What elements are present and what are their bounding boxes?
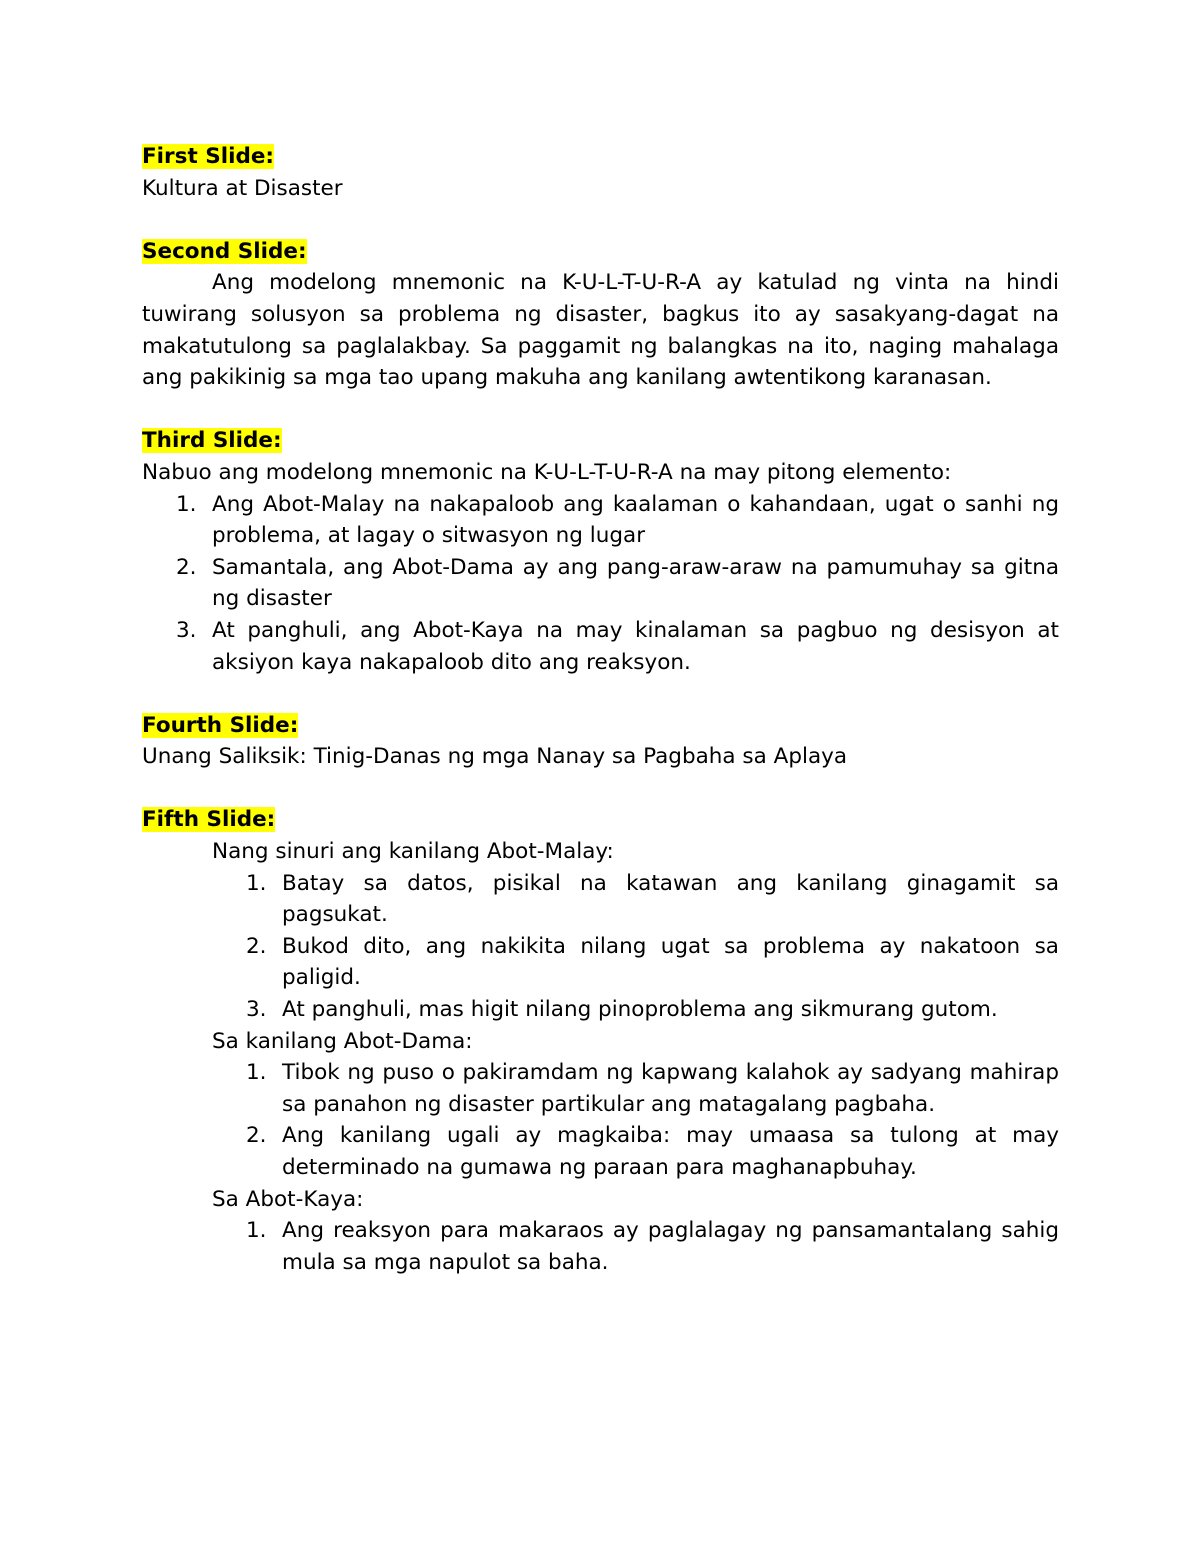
first-slide-section	[142, 141, 1059, 204]
list-item-number: 1.	[246, 1060, 267, 1086]
list-item	[212, 1215, 1059, 1278]
list-item	[142, 489, 1059, 552]
list-item-number: 2.	[246, 1123, 267, 1149]
fourth-slide-heading: Fourth Slide:	[142, 712, 299, 738]
list-item	[142, 552, 1059, 615]
fifth-slide-section	[142, 804, 1059, 1278]
fifth-slide-heading: Fifth Slide:	[142, 807, 276, 833]
abot-kaya-list	[212, 1215, 1059, 1278]
list-item-text: Samantala, ang Abot-Dama ay ang pang-araw-araw na pamumuhay sa gitna ng disaster	[212, 554, 1059, 612]
fourth-slide-text: Unang Saliksik: Tinig-Danas ng mga Nanay sa Pagbaha sa Aplaya	[142, 744, 848, 770]
list-item-text: Ang reaksyon para makaraos ay paglalagay ng pansamantalang sahig mula sa mga napulot sa baha.	[282, 1218, 1059, 1275]
list-item-text: Ang kanilang ugali ay magkaiba: may umaasa sa tulong at may determinado na gumawa ng paraan para maghanapbuhay.	[282, 1123, 1059, 1180]
abot-malay-list	[212, 868, 1059, 1026]
first-slide-text: Kultura at Disaster	[142, 175, 343, 201]
abot-kaya-group	[142, 1184, 1059, 1279]
fourth-slide-section	[142, 710, 1059, 773]
third-slide-heading: Third Slide:	[142, 428, 282, 454]
abot-malay-group	[142, 836, 1059, 1026]
group-label: Sa kanilang Abot-Dama:	[212, 1028, 473, 1054]
first-slide-heading: First Slide:	[142, 144, 275, 169]
list-item	[212, 1057, 1059, 1120]
list-item-text: Batay sa datos, pisikal na katawan ang kanilang ginagamit sa pagsukat.	[282, 870, 1059, 928]
list-item-text: Tibok ng puso o pakiramdam ng kapwang kalahok ay sadyang mahirap sa panahon ng disaster partikular ang matagalang pagbaha.	[282, 1060, 1059, 1117]
list-item-number: 3.	[246, 997, 267, 1023]
list-item-text: At panghuli, mas higit nilang pinoproblema ang sikmurang gutom.	[282, 997, 998, 1023]
list-item	[212, 994, 1059, 1026]
document-page	[142, 141, 1059, 1310]
third-slide-list	[142, 489, 1059, 679]
list-item-text: Bukod dito, ang nakikita nilang ugat sa problema ay nakatoon sa paligid.	[282, 933, 1059, 991]
second-slide-heading: Second Slide:	[142, 238, 307, 264]
second-slide-paragraph: Ang modelong mnemonic na K-U-L-T-U-R-A ay katulad ng vinta na hindi tuwirang solusyon sa problema ng disaster, bagkus ito ay sasakyang-dagat na makatutulong sa paglalakbay. Sa paggamit ng balangkas na ito, naging mahalaga ang pakikinig sa mga tao upang makuha ang kanilang awtentikong karanasan.	[142, 270, 1059, 391]
third-slide-intro: Nabuo ang modelong mnemonic na K-U-L-T-U-R-A na may pitong elemento:	[142, 459, 952, 485]
third-slide-section	[142, 425, 1059, 678]
list-item-number: 2.	[246, 933, 267, 959]
list-item	[212, 1120, 1059, 1183]
list-item	[212, 868, 1059, 931]
second-slide-section	[142, 236, 1059, 394]
list-item-number: 2.	[176, 554, 197, 580]
list-item-text: Ang Abot-Malay na nakapaloob ang kaalaman o kahandaan, ugat o sanhi ng problema, at lagay o sitwasyon ng lugar	[212, 491, 1059, 549]
abot-dama-group	[142, 1026, 1059, 1184]
abot-dama-list	[212, 1057, 1059, 1183]
list-item-number: 3.	[176, 617, 197, 643]
list-item-number: 1.	[246, 870, 267, 896]
list-item	[212, 931, 1059, 994]
group-label: Nang sinuri ang kanilang Abot-Malay:	[212, 839, 614, 865]
group-label: Sa Abot-Kaya:	[212, 1186, 364, 1212]
list-item-number: 1.	[176, 491, 197, 517]
list-item-text: At panghuli, ang Abot-Kaya na may kinalaman sa pagbuo ng desisyon at aksiyon kaya nakapaloob dito ang reaksyon.	[212, 617, 1059, 675]
list-item-number: 1.	[246, 1218, 267, 1244]
list-item	[142, 615, 1059, 678]
